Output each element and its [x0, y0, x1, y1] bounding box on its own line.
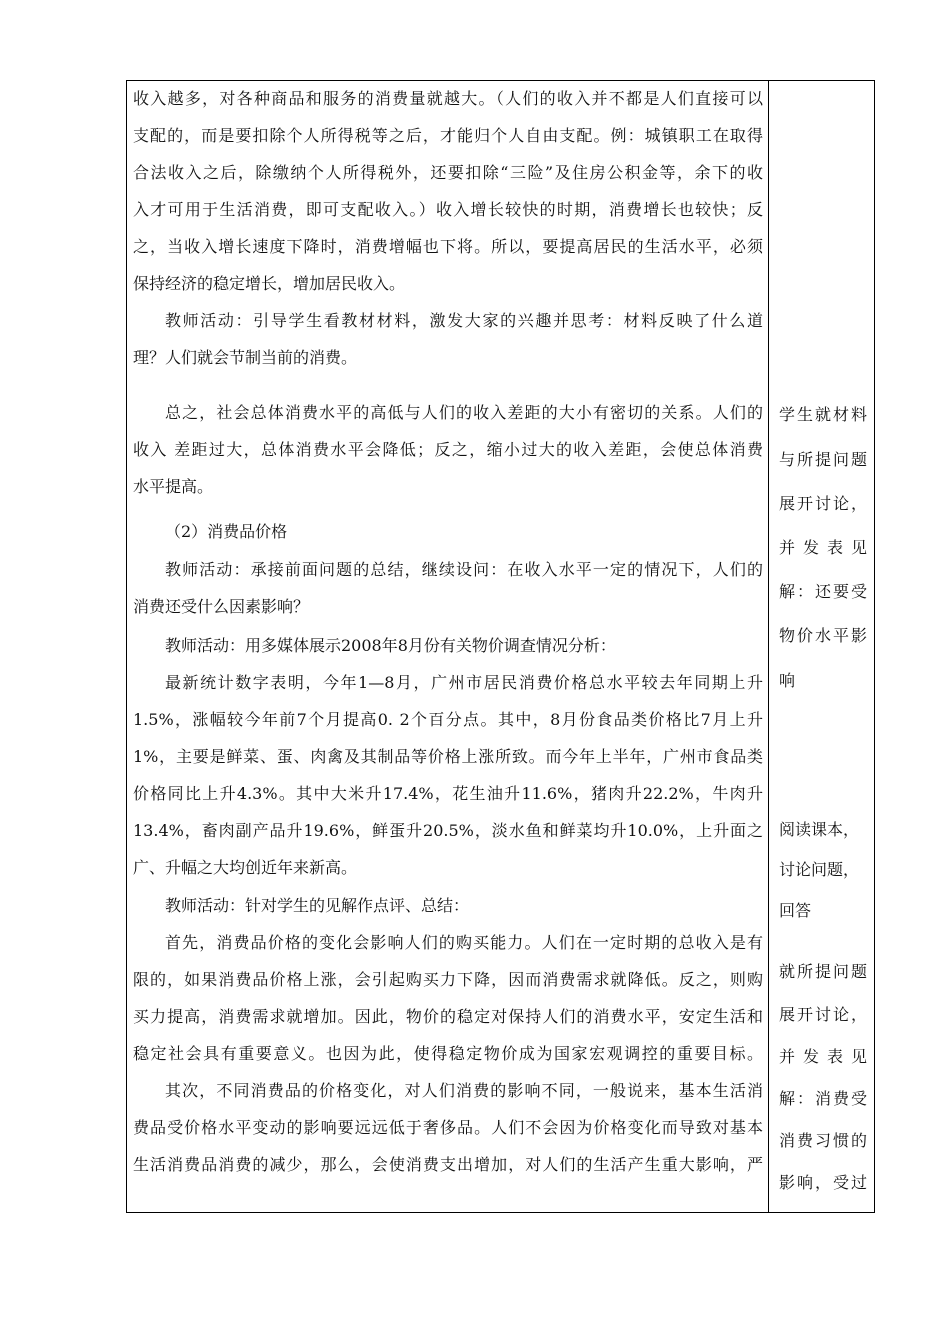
side-line: 与所提问题 [779, 450, 867, 469]
content-line: 首先，消费品价格的变化会影响人们的购买能力。人们在一定时期的总收入是有 [165, 933, 763, 952]
side-line: 并 发 表 见 [779, 1047, 867, 1066]
content-line: 理？人们就会节制当前的消费。 [133, 348, 358, 367]
content-line: 合法收入之后，除缴纳个人所得税外，还要扣除“三险”及住房公积金等，余下的收 [133, 163, 763, 182]
content-line: 其次，不同消费品的价格变化，对人们消费的影响不同，一般说来，基本生活消 [165, 1081, 763, 1100]
side-line: 解：还要受 [779, 582, 867, 601]
content-line: 13.4%，畜肉副产品升19.6%，鲜蛋升20.5%，淡水鱼和鲜菜均升10.0%，上升面之 [133, 821, 763, 840]
section-heading: （2）消费品价格 [165, 522, 288, 541]
side-line: 响 [779, 671, 796, 690]
content-line: 入才可用于生活消费，即可支配收入。）收入增长较快的时期，消费增长也较快；反 [133, 200, 763, 219]
content-line: 教师活动：承接前面问题的总结，继续设问：在收入水平一定的情况下，人们的 [165, 560, 763, 579]
side-line: 讨论问题， [779, 860, 860, 879]
lesson-table [126, 80, 875, 1213]
side-line: 学生就材料 [779, 405, 867, 424]
content-line: 教师活动：针对学生的见解作点评、总结： [165, 896, 470, 915]
content-line: 教师活动：引导学生看教材材料，激发大家的兴趣并思考：材料反映了什么道 [165, 311, 763, 330]
content-line: 生活消费品消费的减少，那么，会使消费支出增加，对人们的生活产生重大影响，严 [133, 1155, 763, 1174]
content-line: 水平提高。 [133, 477, 214, 496]
content-line: 教师活动：用多媒体展示2008年8月份有关物价调查情况分析： [165, 636, 616, 655]
content-line: 保持经济的稳定增长，增加居民收入。 [133, 274, 406, 293]
side-line: 影响，受过 [779, 1173, 867, 1192]
content-line: 收入越多，对各种商品和服务的消费量就越大。（人们的收入并不都是人们直接可以 [133, 89, 763, 108]
side-line: 就所提问题 [779, 962, 867, 981]
side-line: 回答 [779, 901, 812, 920]
content-line: 之，当收入增长速度下降时，消费增幅也下将。所以，要提高居民的生活水平，必须 [133, 237, 763, 256]
content-line: 稳定社会具有重要意义。也因为此，使得稳定物价成为国家宏观调控的重要目标。 [133, 1044, 763, 1063]
content-line: 价格同比上升4.3%。其中大米升17.4%，花生油升11.6%，猪肉升22.2%，牛肉升 [133, 784, 763, 803]
side-line: 并 发 表 见 [779, 538, 867, 557]
content-line: 收入 差距过大，总体消费水平会降低；反之，缩小过大的收入差距，会使总体消费 [133, 440, 763, 459]
content-line: 买力提高，消费需求就增加。因此，物价的稳定对保持人们的消费水平，安定生活和 [133, 1007, 763, 1026]
content-line: 消费还受什么因素影响？ [133, 597, 310, 616]
content-line: 总之，社会总体消费水平的高低与人们的收入差距的大小有密切的关系。人们的 [165, 403, 763, 422]
side-line: 展开讨论， [779, 494, 867, 513]
content-line: 支配的，而是要扣除个人所得税等之后，才能归个人自由支配。例：城镇职工在取得 [133, 126, 763, 145]
side-line: 解：消费受 [779, 1089, 867, 1108]
side-line: 物价水平影 [779, 626, 867, 645]
content-line: 限的，如果消费品价格上涨，会引起购买力下降，因而消费需求就降低。反之，则购 [133, 970, 763, 989]
side-line: 展开讨论， [779, 1005, 867, 1024]
content-line: 费品受价格水平变动的影响要远远低于奢侈品。人们不会因为价格变化而导致对基本 [133, 1118, 763, 1137]
column-divider [768, 81, 769, 1212]
content-line: 最新统计数字表明，今年1—8月，广州市居民消费价格总水平较去年同期上升 [165, 673, 763, 692]
content-line: 1%，主要是鲜菜、蛋、肉禽及其制品等价格上涨所致。而今年上半年，广州市食品类 [133, 747, 763, 766]
content-line: 1.5%，涨幅较今年前7个月提高0. 2个百分点。其中，8月份食品类价格比7月上升 [133, 710, 763, 729]
side-line: 消费习惯的 [779, 1131, 867, 1150]
side-line: 阅读课本， [779, 820, 860, 839]
content-line: 广、升幅之大均创近年来新高。 [133, 858, 358, 877]
